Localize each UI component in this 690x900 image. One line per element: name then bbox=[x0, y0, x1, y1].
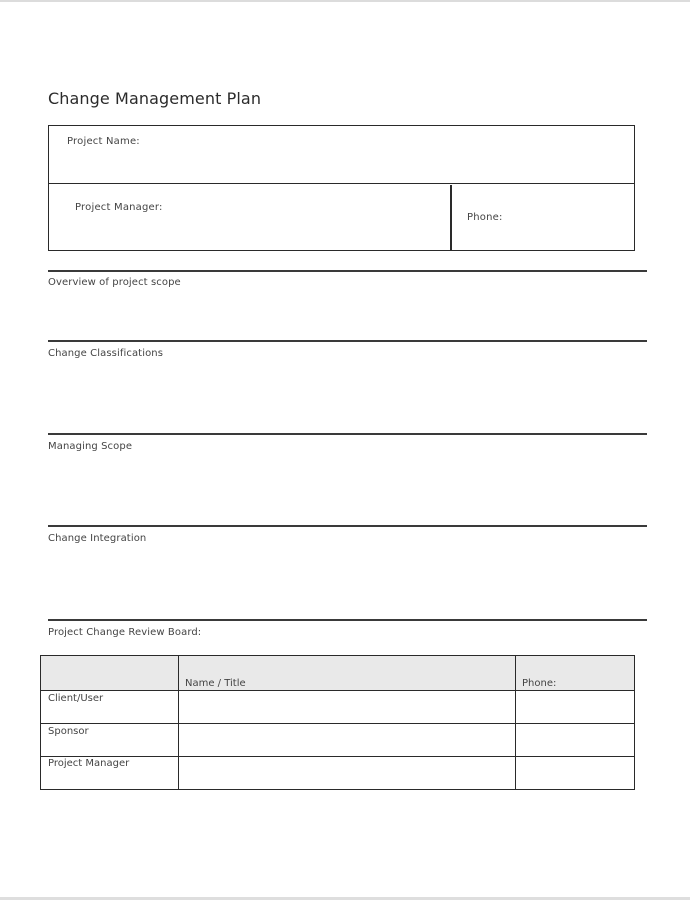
role-cell-client-user: Client/User bbox=[41, 691, 179, 724]
phone-label: Phone: bbox=[467, 211, 503, 223]
section-label-change-classifications: Change Classifications bbox=[48, 348, 164, 359]
section-label-review-board: Project Change Review Board: bbox=[48, 627, 202, 638]
info-box-divider bbox=[450, 185, 452, 251]
role-cell-project-manager: Project Manager bbox=[41, 757, 179, 790]
table-row bbox=[41, 724, 635, 757]
section-divider bbox=[48, 433, 647, 435]
header-phone: Phone: bbox=[516, 656, 635, 691]
section-divider bbox=[48, 340, 647, 342]
table-row bbox=[41, 691, 635, 724]
project-manager-field[interactable] bbox=[49, 185, 450, 251]
project-name-field[interactable] bbox=[49, 126, 634, 184]
phone-cell[interactable] bbox=[516, 691, 635, 724]
change-integration-field[interactable] bbox=[48, 548, 647, 619]
section-label-change-integration: Change Integration bbox=[48, 533, 147, 544]
managing-scope-field[interactable] bbox=[48, 456, 647, 525]
review-board-table bbox=[40, 655, 635, 790]
project-info-box bbox=[48, 125, 635, 251]
phone-cell[interactable] bbox=[516, 724, 635, 757]
name-title-cell[interactable] bbox=[179, 757, 516, 790]
section-divider bbox=[48, 525, 647, 527]
page-top-edge bbox=[0, 0, 690, 2]
section-label-managing-scope: Managing Scope bbox=[48, 441, 133, 452]
phone-cell[interactable] bbox=[516, 757, 635, 790]
section-divider bbox=[48, 270, 647, 272]
change-classifications-field[interactable] bbox=[48, 363, 647, 433]
table-row bbox=[41, 757, 635, 790]
project-manager-label: Project Manager: bbox=[75, 201, 163, 213]
role-cell-sponsor: Sponsor bbox=[41, 724, 179, 757]
name-title-cell[interactable] bbox=[179, 691, 516, 724]
project-manager-row bbox=[49, 185, 634, 251]
overview-field[interactable] bbox=[48, 292, 647, 340]
table-header-row bbox=[41, 656, 635, 691]
project-name-label: Project Name: bbox=[67, 136, 140, 147]
header-role bbox=[41, 656, 179, 691]
header-name-title: Name / Title bbox=[179, 656, 516, 691]
document-title: Change Management Plan bbox=[48, 89, 262, 108]
name-title-cell[interactable] bbox=[179, 724, 516, 757]
section-divider bbox=[48, 619, 647, 621]
section-label-overview: Overview of project scope bbox=[48, 277, 181, 288]
